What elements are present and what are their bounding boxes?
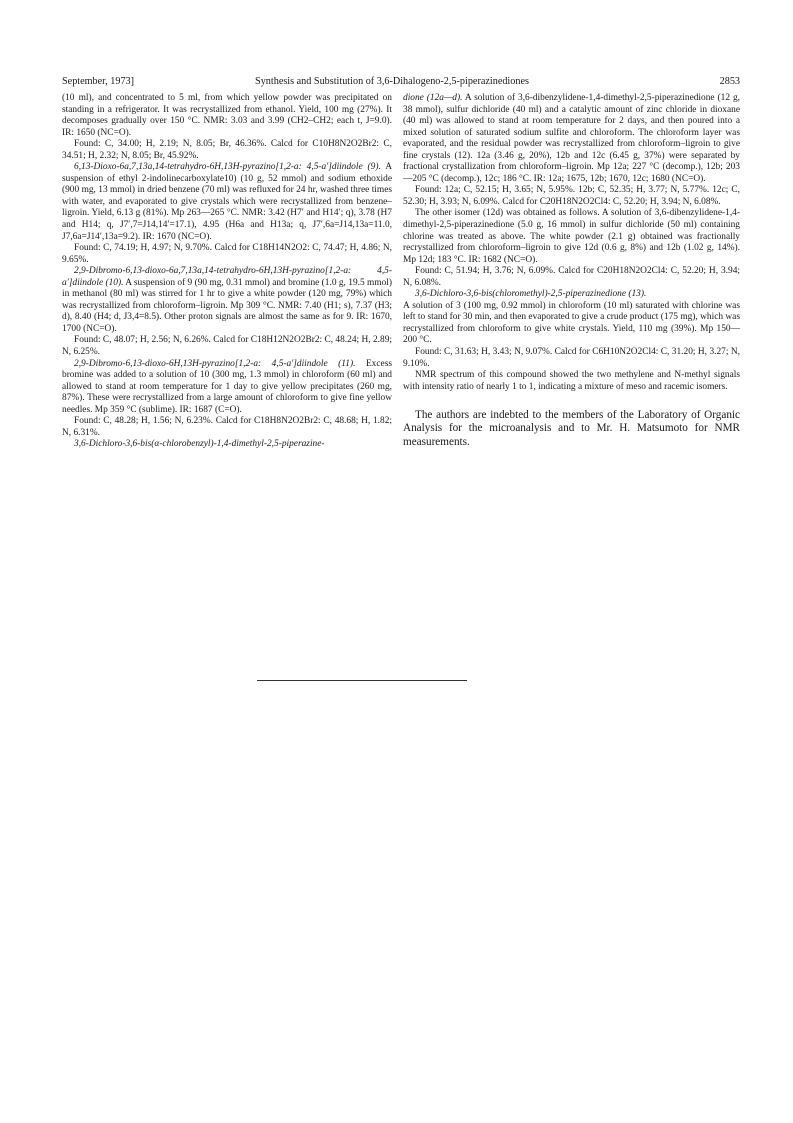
running-title: Synthesis and Substitution of 3,6-Dihalogeno-2,5-piperazinediones [255, 76, 529, 87]
paragraph: 2,9-Dibromo-6,13-dioxo-6a,7,13a,14-tetrahydro-6H,13H-pyrazino[1,2-a: 4,5-a′]diindole (10). A suspension of 9 (90 mg, 0.31 mmol) and bromine (1.0 g, 19.5 mmol) in methanol (80 ml) was stirred for 1 hr to give a white powder (120 mg, 79%) which was recrystallized from chloroform–ligroin. Mp 309 °C. NMR: 7.40 (H1; s), 7.37 (H3; d), 8.40 (H4; d, J3,4=8.5). Other proton signals are almost the same as for 9. IR: 1670, 1700 (NC=O). [62, 266, 393, 334]
paragraph: Found: C, 48.07; H, 2.56; N, 6.26%. Calcd for C18H12N2O2Br2: C, 48.24; H, 2.89; N, 6.25%. [62, 335, 392, 358]
paragraph: 2,9-Dibromo-6,13-dioxo-6H,13H-pyrazino[1,2-a: 4,5-a′]diindole (11). Excess bromine was added to a solution of 10 (300 mg, 1.3 mmol) in chloroform (60 ml) and allowed to stand at room temperature for 1 day to give yellow precipitates (260 mg, 87%). These were recrystallized from a large amount of chloroform to give fine yellow needles. Mp 359 °C (sublime). IR: 1687 (C=O). [62, 358, 392, 415]
paragraph: Found: C, 74.19; H, 4.97; N, 9.70%. Calcd for C18H14N2O2: C, 74.47; H, 4.86; N, 9.65%. [62, 243, 392, 265]
compound-title: dione (12a—d). [403, 93, 463, 103]
paragraph: (10 ml), and concentrated to 5 ml, from which yellow powder was precipitated on standing in a refrigerator. It was recrystallized from ethanol. Yield, 100 mg (27%). It decomposes gradually over 150 °C. NMR: 3.03 and 3.99 (CH2–CH2; each t, J=9.0). IR: 1650 (NC=O). [62, 93, 392, 138]
left-column [62, 93, 392, 451]
compound-title: 3,6-Dichloro-3,6-bis(chloromethyl)-2,5-piperazinedione (13). [415, 289, 647, 300]
paragraph: 6,13-Dioxo-6a,7,13a,14-tetrahydro-6H,13H-pyrazino[1,2-a: 4,5-a′]diindole (9). A suspension of ethyl 2-indolinecarboxylate10) (10 g, 52 mmol) and sodium ethoxide (900 mg, 13 mmol) in dried benzene (70 ml) was refluxed for 24 hr, washed three times with water, and evaporated to give crystals which were recrystallized from benzene–ligroin. Yield, 6.13 g (81%). Mp 263—265 °C. NMR: 3.42 (H7′ and H14′; q), 3.78 (H7 and H14; q, J7′,7=J14,14′=17.1), 4.95 (H6a and H13a; q, J7′,6a=J14,13a=11.0, J7,6a=J14′,13a=9.2). IR: 1670 (NC=O). [62, 162, 392, 242]
paragraph: Found: C, 31.63; H, 3.43; N, 9.07%. Calcd for C6H10N2O2Cl4: C, 31.20; H, 3.27; N, 9.10%. [403, 347, 740, 369]
paragraph [403, 289, 740, 301]
compound-title: 3,6-Dichloro-3,6-bis(α-chlorobenzyl)-1,4-dimethyl-2,5-piperazine- [74, 439, 325, 450]
page-number: 2853 [719, 76, 740, 87]
paragraph: Found: C, 34.00; H, 2.19; N, 8.05; Br, 46.36%. Calcd for C10H8N2O2Br2: C, 34.51; H, 2.32; N, 8.05; Br, 45.92%. [62, 139, 392, 161]
compound-title: 2,9-Dibromo-6,13-dioxo-6H,13H-pyrazino[1,2-a: 4,5-a′]diindole (11). [74, 358, 356, 369]
right-column [403, 93, 740, 449]
compound-title: 2,9-Dibromo-6,13-dioxo-6a,7,13a,14-tetrahydro-6H,13H-pyrazino[1,2-a: 4,5-a′]diindole (10). [62, 266, 392, 288]
paragraph: NMR spectrum of this compound showed the two methylene and N-methyl signals with intensity ratio of nearly 1 to 1, indicating a mixture of meso and racemic isomers. [403, 370, 740, 392]
paragraph: Found: C, 48.28; H, 1.56; N, 6.23%. Calcd for C18H8N2O2Br2: C, 48.68; H, 1.82; N, 6.31%. [62, 416, 392, 438]
paragraph: Found: C, 51.94; H, 3.76; N, 6.09%. Calcd for C20H18N2O2Cl4: C, 52.20; H, 3.94; N, 6.08%. [403, 266, 740, 288]
paragraph [62, 439, 392, 451]
end-rule [257, 680, 467, 681]
paragraph: dione (12a—d). A solution of 3,6-dibenzylidene-1,4-dimethyl-2,5-piperazinedione (12 g, 38 mmol), sulfur dichloride (40 ml) and a catalytic amount of zinc chloride in dioxane (40 ml) was allowed to stand at room temperature for 2 days, and then poured into a mixed solution of saturated sodium sulfite and chloroform. The chloroform layer was evaporated, and the residual powder was recrystallized from chloroform–ligroin to give fine crystals (12). 12a (3.46 g, 20%), 12b and 12c (6.45 g, 37%) were separated by fractional crystallization from chloroform–ligroin. Mp 12a; 227 °C (decomp.), 12b; 203—205 °C (decomp.), 12c; 186 °C. IR: 12a; 1675, 12b; 1670, 12c; 1680 (NC=O). [403, 93, 740, 184]
page-header [62, 76, 740, 92]
paragraph: A solution of 3 (100 mg, 0.92 mmol) in chloroform (10 ml) saturated with chlorine was left to stand for 30 min, and then evaporated to give a crude product (175 mg), which was recrystallized from chloroform to give white crystals. Yield, 110 mg (39%). Mp 150—200 °C. [403, 300, 740, 346]
journal-date: September, 1973] [62, 76, 135, 87]
paragraph: The other isomer (12d) was obtained as follows. A solution of 3,6-dibenzylidene-1,4-dimethyl-2,5-piperazinedione (5.0 g, 16 mmol) in sulfur dichloride (50 ml) containing chlorine was treated as above. The white powder (2.1 g) obtained was fractionally recrystallized from chloroform–ligroin to give 12d (0.6 g, 8%) and 12b (1.02 g, 14%). Mp 12d; 183 °C. IR: 1682 (NC=O). [403, 208, 740, 265]
paragraph: Found: 12a; C, 52.15; H, 3.65; N, 5.95%. 12b; C, 52.35; H, 3.77; N, 5.77%. 12c; C, 52.30; H, 3.93; N, 6.09%. Calcd for C20H18N2O2Cl4: C, 52.20; H, 3.94; N, 6.08%. [403, 185, 740, 207]
acknowledgement: The authors are indebted to the members of the Laboratory of Organic Analysis for the microanalysis and to Mr. H. Matsumoto for NMR measurements. [403, 409, 740, 448]
compound-title: 6,13-Dioxo-6a,7,13a,14-tetrahydro-6H,13H-pyrazino[1,2-a: 4,5-a′]diindole (9). [74, 162, 381, 173]
